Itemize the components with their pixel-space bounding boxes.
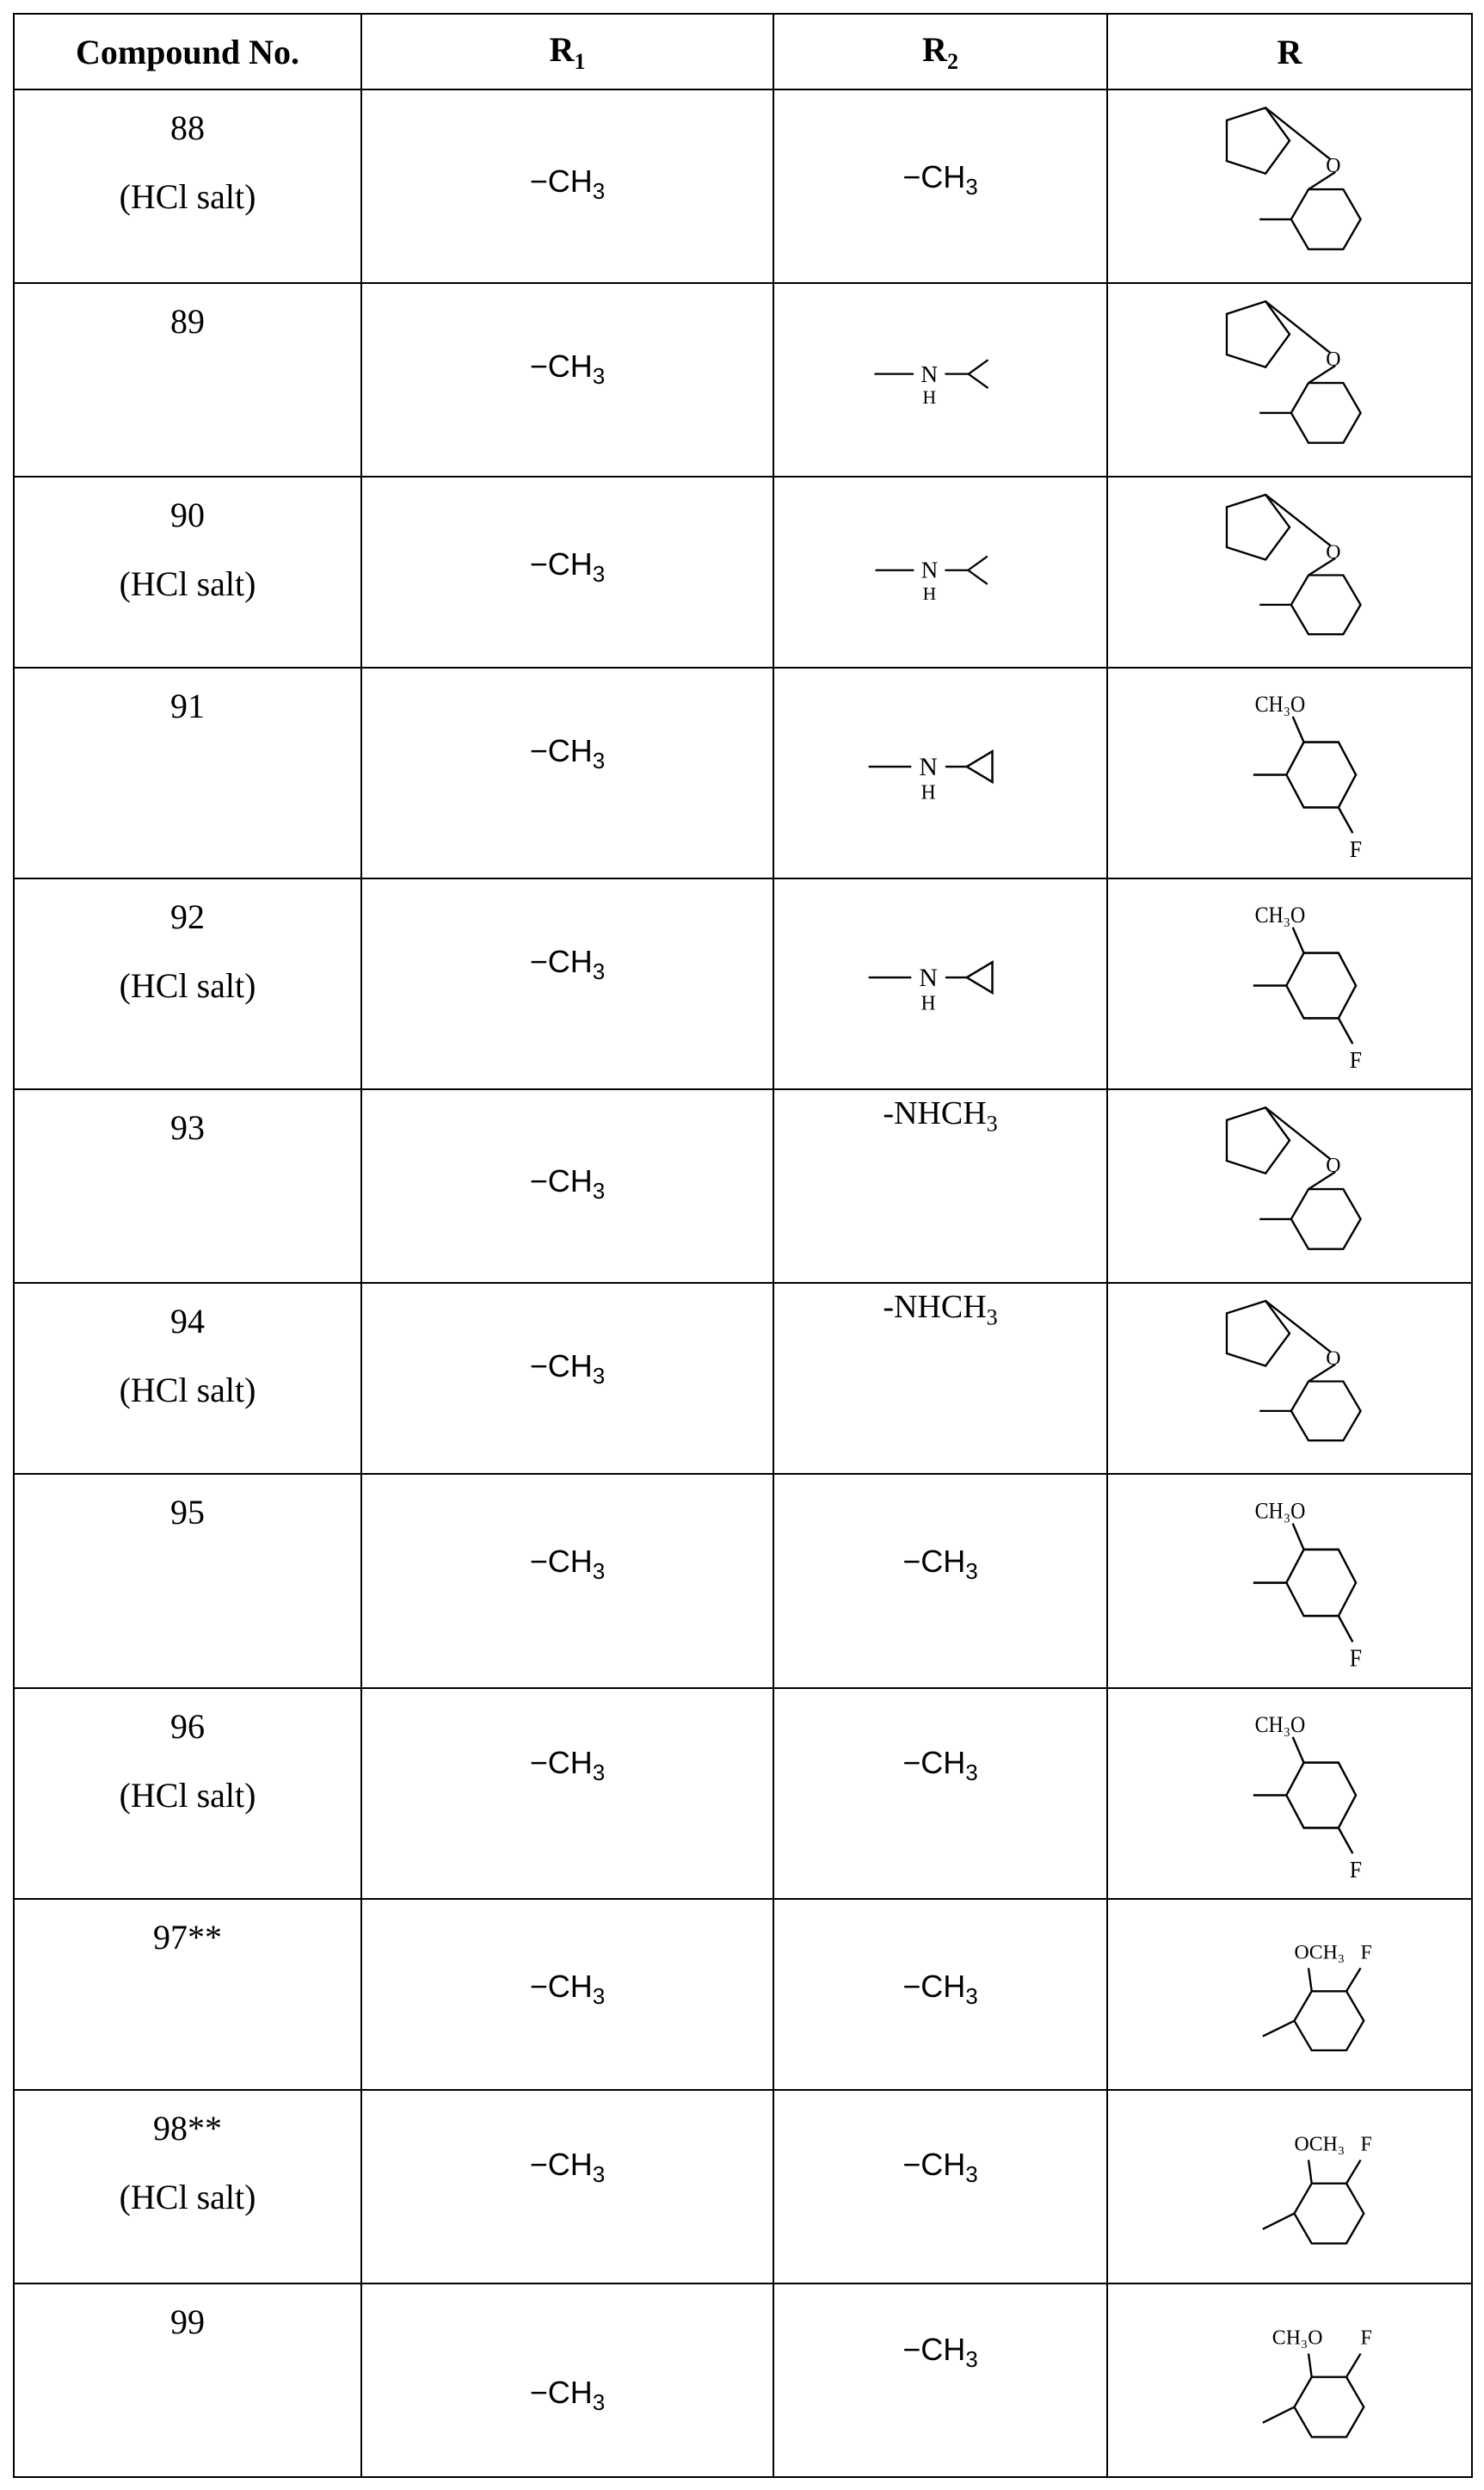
r-cell <box>1107 1688 1472 1899</box>
cyclopentyloxyphenyl-structure <box>1108 1090 1471 1282</box>
methyl-group: $-CH_3$ <box>529 1348 606 1390</box>
r2-cell <box>773 2090 1107 2284</box>
svg-text:O: O <box>1326 1155 1341 1178</box>
r1-cell <box>361 878 773 1089</box>
isopropylamino-structure <box>774 478 1106 667</box>
compound-number: 95 <box>170 1493 205 1532</box>
methyl-group: $-CH_3$ <box>529 944 606 985</box>
table-row <box>14 283 1472 477</box>
r-cell <box>1107 283 1472 477</box>
r1-cell <box>361 2284 773 2477</box>
svg-text:OCH₃: OCH₃ <box>1294 1941 1345 1964</box>
methyl-group: $-CH_3$ <box>529 163 606 205</box>
svg-text:CH₃O: CH₃O <box>1254 903 1306 928</box>
methyl-group: $-CH_3$ <box>529 348 606 390</box>
salt-form: (HCl salt) <box>119 564 256 603</box>
header-r2 <box>773 14 1107 89</box>
methyl-group: $-CH_3$ <box>529 733 606 774</box>
compound-number: 89 <box>170 302 205 341</box>
compound-table <box>13 13 1473 2478</box>
svg-text:N: N <box>921 557 939 583</box>
svg-text:O: O <box>1326 348 1341 372</box>
svg-text:CH₃O: CH₃O <box>1254 1499 1306 1524</box>
methyl-group: $-CH_3$ <box>902 1969 978 2010</box>
header-r2-sub: 2 <box>946 48 958 74</box>
svg-text:F: F <box>1360 2327 1372 2350</box>
svg-text:H: H <box>921 781 936 804</box>
compound-number: 93 <box>170 1108 205 1147</box>
methyl-group: $-CH_3$ <box>902 1745 978 1786</box>
r-cell <box>1107 1899 1472 2090</box>
cyclopropylamino-structure <box>774 669 1106 878</box>
compound-number-cell <box>14 477 361 668</box>
svg-text:O: O <box>1326 1347 1341 1370</box>
r-cell <box>1107 668 1472 878</box>
r2-cell <box>773 1474 1107 1688</box>
compound-number-cell <box>14 89 361 283</box>
r1-cell <box>361 1283 773 1474</box>
r-cell <box>1107 1283 1472 1474</box>
table-row <box>14 1899 1472 2090</box>
svg-text:F: F <box>1349 1856 1363 1883</box>
table-row <box>14 89 1472 283</box>
svg-text:F: F <box>1360 1941 1372 1964</box>
r1-cell <box>361 1899 773 2090</box>
compound-number-cell <box>14 1688 361 1899</box>
svg-text:O: O <box>1326 155 1341 178</box>
methyl-group: $-CH_3$ <box>902 2332 978 2373</box>
r-cell <box>1107 2284 1472 2477</box>
svg-text:F: F <box>1349 1046 1363 1074</box>
compound-number: 98** <box>153 2109 222 2148</box>
r1-cell <box>361 1688 773 1899</box>
svg-text:O: O <box>1326 540 1341 564</box>
compound-number: 97** <box>153 1918 222 1957</box>
r1-cell <box>361 2090 773 2284</box>
compound-number-cell <box>14 2090 361 2284</box>
svg-text:F: F <box>1349 835 1363 863</box>
table-row <box>14 1474 1472 1688</box>
methyl-group: $-CH_3$ <box>529 546 606 588</box>
methoxyfluorophenyl-structure <box>1108 669 1471 878</box>
methylamino-group: $-NHCH_3$ <box>883 1289 998 1330</box>
methyl-group: $-CH_3$ <box>529 1745 606 1786</box>
svg-text:OCH₃: OCH₃ <box>1294 2133 1345 2156</box>
methoxyfluorophenyl-structure <box>1108 879 1471 1088</box>
compound-number: 91 <box>170 687 205 725</box>
methoxyfluorophenyl-structure <box>1108 1689 1471 1898</box>
r-cell <box>1107 89 1472 283</box>
r1-cell <box>361 477 773 668</box>
svg-text:H: H <box>921 992 936 1015</box>
cyclopentyloxyphenyl-structure <box>1108 478 1471 667</box>
svg-text:N: N <box>919 752 938 781</box>
r-cell <box>1107 477 1472 668</box>
methyl-group: $-CH_3$ <box>529 2147 606 2188</box>
svg-text:CH₃O: CH₃O <box>1254 692 1306 718</box>
r-cell <box>1107 878 1472 1089</box>
r2-cell <box>773 283 1107 477</box>
r2-cell <box>773 1899 1107 2090</box>
table-row <box>14 668 1472 878</box>
svg-text:F: F <box>1360 2133 1372 2156</box>
table-row <box>14 2090 1472 2284</box>
compound-number: 88 <box>170 108 205 147</box>
compound-number-cell <box>14 878 361 1089</box>
salt-form: (HCl salt) <box>119 177 256 216</box>
r1-cell <box>361 1474 773 1688</box>
r-cell <box>1107 1089 1472 1283</box>
methyl-group: $-CH_3$ <box>902 2147 978 2188</box>
2-ch3o-3-f-phenyl-structure <box>1108 2284 1471 2476</box>
salt-form: (HCl salt) <box>119 2178 256 2216</box>
header-r1-label: R <box>549 29 575 69</box>
table-row <box>14 878 1472 1089</box>
header-compound-no: Compound No. <box>14 14 361 89</box>
r2-cell <box>773 1283 1107 1474</box>
compound-number-cell <box>14 1089 361 1283</box>
table-row <box>14 477 1472 668</box>
salt-form: (HCl salt) <box>119 1371 256 1409</box>
header-r1 <box>361 14 773 89</box>
r2-cell <box>773 1089 1107 1283</box>
r1-cell <box>361 1089 773 1283</box>
r2-cell <box>773 89 1107 283</box>
r1-cell <box>361 89 773 283</box>
svg-text:N: N <box>919 963 938 992</box>
compound-number-cell <box>14 1283 361 1474</box>
compound-number-cell <box>14 668 361 878</box>
r2-cell <box>773 878 1107 1089</box>
r2-cell <box>773 668 1107 878</box>
svg-text:H: H <box>922 387 937 409</box>
2-och3-3-f-phenyl-structure <box>1108 1900 1471 2089</box>
compound-number: 92 <box>170 897 205 936</box>
isopropylamino-structure <box>774 284 1106 476</box>
table-row <box>14 2284 1472 2477</box>
cyclopentyloxyphenyl-structure <box>1108 284 1471 476</box>
methyl-group: $-CH_3$ <box>529 1969 606 2010</box>
methyl-group: $-CH_3$ <box>529 1163 606 1205</box>
table-row <box>14 1688 1472 1899</box>
r2-cell <box>773 477 1107 668</box>
r-cell <box>1107 1474 1472 1688</box>
cyclopentyloxyphenyl-structure <box>1108 1284 1471 1473</box>
compound-number: 99 <box>170 2302 205 2341</box>
2-och3-3-f-phenyl-structure <box>1108 2091 1471 2283</box>
methyl-group: $-CH_3$ <box>902 1544 978 1585</box>
r2-cell <box>773 2284 1107 2477</box>
methyl-group: $-CH_3$ <box>529 1544 606 1585</box>
table-row <box>14 1283 1472 1474</box>
compound-number: 94 <box>170 1302 205 1341</box>
r-cell <box>1107 2090 1472 2284</box>
methoxyfluorophenyl-structure <box>1108 1475 1471 1687</box>
salt-form: (HCl salt) <box>119 1776 256 1815</box>
svg-text:F: F <box>1349 1644 1363 1672</box>
compound-number: 96 <box>170 1707 205 1746</box>
r2-cell <box>773 1688 1107 1899</box>
methyl-group: $-CH_3$ <box>902 159 978 200</box>
methyl-group: $-CH_3$ <box>529 2375 606 2416</box>
header-r1-sub: 1 <box>574 48 586 74</box>
header-row <box>14 14 1472 89</box>
compound-number-cell <box>14 2284 361 2477</box>
methylamino-group: $-NHCH_3$ <box>883 1095 998 1137</box>
header-r: R <box>1107 14 1472 89</box>
cyclopentyloxyphenyl-structure <box>1108 90 1471 282</box>
svg-text:CH₃O: CH₃O <box>1272 2327 1323 2350</box>
r1-cell <box>361 668 773 878</box>
svg-text:H: H <box>922 582 937 604</box>
compound-number-cell <box>14 283 361 477</box>
table-row <box>14 1089 1472 1283</box>
svg-text:CH₃O: CH₃O <box>1254 1712 1306 1738</box>
r1-cell <box>361 283 773 477</box>
salt-form: (HCl salt) <box>119 966 256 1005</box>
header-r2-label: R <box>922 29 947 69</box>
compound-number: 90 <box>170 496 205 534</box>
compound-number-cell <box>14 1474 361 1688</box>
cyclopropylamino-structure <box>774 879 1106 1088</box>
svg-text:N: N <box>921 361 939 387</box>
compound-number-cell <box>14 1899 361 2090</box>
